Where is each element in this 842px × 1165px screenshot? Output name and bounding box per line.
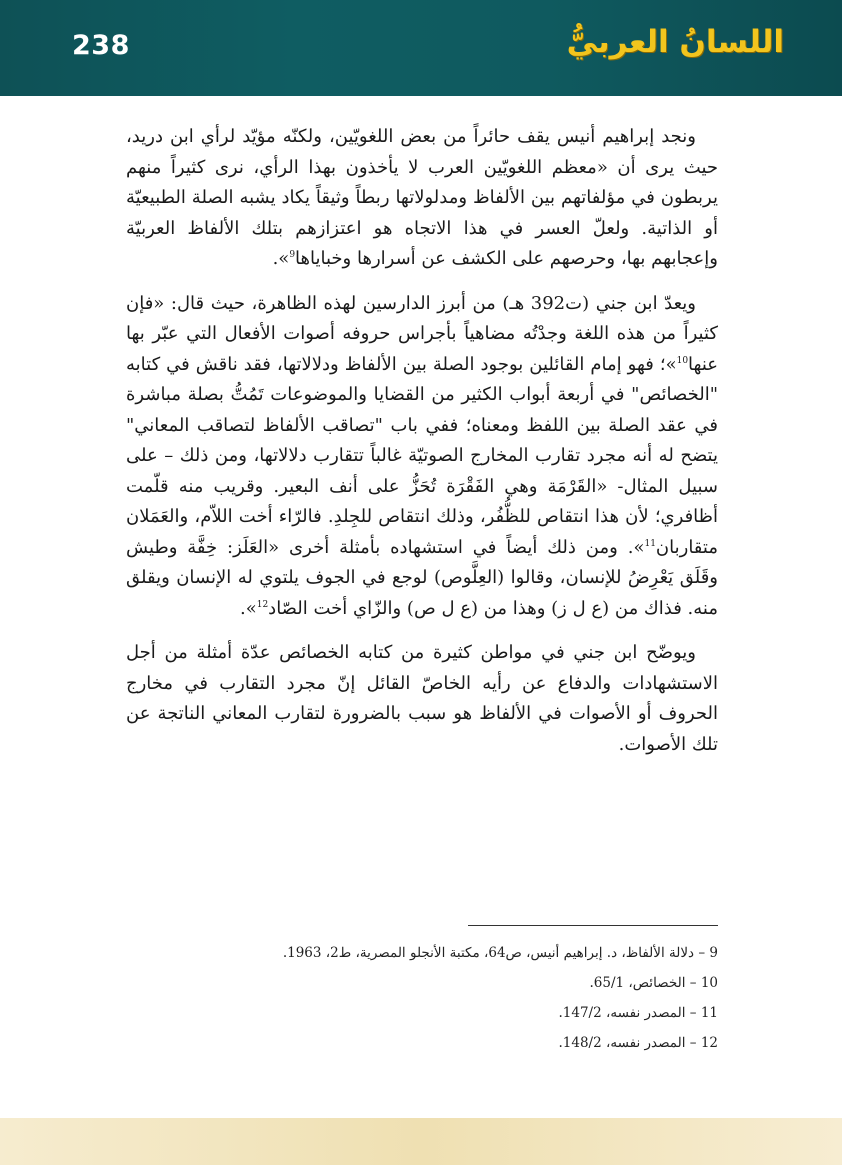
paragraph-2-text-c: ». ومن ذلك أيضاً في استشهاده بأمثلة أخرى «العَلَز: خِفَّة وطيش وقَلَق يَعْرِضُ للإنسان، وقالوا (العِلَّوص) لوجع في الجوف يلتوي له الإنسان ويقلق منه. فذاك من (ع ل ز) وهذا من (ع ل ص) والزّاي أخت الصّاد	[126, 536, 718, 619]
paragraph-1-text: ونجد إبراهيم أنيس يقف حائراً من بعض اللغويّين، ولكنّه مؤيّد لرأي ابن دريد، حيث يرى أن «معظم اللغويّين العرب لا يأخذون بهذا الرأي، نرى كثيراً منهم يربطون في مؤلفاتهم بين الألفاظ ومدلولاتها ربطاً وثيقاً يكاد يشبه الصلة الطبيعيّة أو الذاتية. ولعلّ العسر في هذا الاتجاه هو اعتزازهم بتلك الألفاظ العربيّة وإعجابهم بها، وحرصهم على الكشف عن أسرارها وخباياها	[126, 126, 718, 269]
footnote-9: 9 – دلالة الألفاظ، د. إبراهيم أنيس، ص64، مكتبة الأنجلو المصرية، ط2، 1963.	[282, 945, 718, 961]
paragraph-2	[126, 289, 718, 625]
article-body	[126, 122, 718, 774]
footnote-ref-12[interactable]: 12	[256, 599, 269, 610]
footnote-ref-9[interactable]: 9	[289, 250, 296, 260]
page-header	[0, 0, 842, 96]
footnote-ref-10[interactable]: 10	[676, 355, 689, 366]
paragraph-1	[126, 122, 718, 275]
footnote-divider	[468, 925, 718, 926]
journal-logo: اللسانُ العربيُّ	[566, 24, 784, 60]
paragraph-1-end: ».	[272, 248, 290, 269]
page-number: 238	[72, 30, 130, 61]
paragraph-3	[126, 638, 718, 760]
footer-band	[0, 1118, 842, 1165]
footnote-ref-11[interactable]: 11	[644, 538, 656, 549]
paragraph-2-text-b: »؛ فهو إمام القائلين بوجود الصلة بين الألفاظ ودلالاتها، فقد ناقش في كتابه "الخصائص" في أربعة أبواب الكثير من القضايا والموضوعات تَمُتُّ بصلة مباشرة في عقد الصلة بين اللفظ ومعناه؛ ففي باب "تصاقب الألفاظ لتصاقب المعاني" يتضح له أنه مجرد تقارب المخارج الصوتيّة غالباً تتقارب دلالاتها، ومن ذلك – على سبيل المثال- «القَرْمَة وهي الفَقْرَة تُحَزُّ على أنف البعير. وقريب منه قلّمت أظافري؛ لأن هذا انتقاص للظُّفُر، وذلك انتقاص للجِلدِ. فالرّاء أخت اللاّم، والعَمَلان متقاربان	[126, 353, 718, 558]
paragraph-2-text: ويعدّ ابن جني (ت392 هـ) من أبرز الدارسين لهذه الظاهرة، حيث قال: «فإن كثيراً من هذه اللغة وجدْتُه مضاهياً بأجراس حروفه أصوات الأفعال التي عبّر بها عنها	[126, 292, 718, 375]
paragraph-3-text: ويوضّح ابن جني في مواطن كثيرة من كتابه الخصائص عدّة أمثلة من أجل الاستشهادات والدفاع عن رأيه الخاصّ القائل إنّ مجرد التقارب في مخارج الحروف أو الأصوات في الألفاظ هو سبب بالضرورة لتقارب المعاني الناتجة عن تلك الأصوات.	[126, 642, 718, 755]
footnote-11: 11 – المصدر نفسه، 147/2.	[558, 1005, 718, 1021]
footnote-10: 10 – الخصائص، 65/1.	[589, 975, 718, 991]
footnotes	[126, 938, 718, 1058]
footnote-12: 12 – المصدر نفسه، 148/2.	[558, 1035, 718, 1051]
paragraph-2-end: ».	[239, 597, 257, 619]
